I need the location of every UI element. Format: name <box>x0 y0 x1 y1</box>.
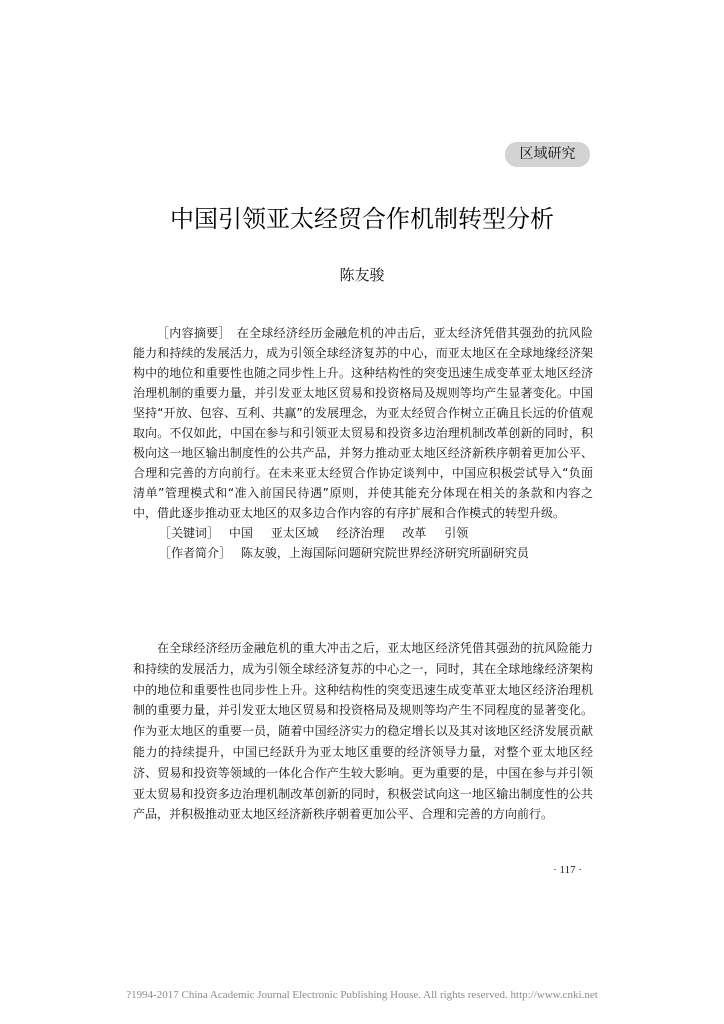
abstract-label: ［内容摘要］ <box>157 326 231 340</box>
body-paragraph: 在全球经济经历金融危机的重大冲击之后，亚太地区经济凭借其强劲的抗风险能力和持续的发展活力，成为引领全球经济复苏的中心之一，同时，其在全球地缘经济架构中的地位和重要性也同步性上升。这种结构性的突变迅速生成变革亚太地区经济治理机制的重要力量，并引发亚太地区贸易和投资格局及规则等均产生不同程度的显著变化。作为亚太地区的重要一员，随着中国经济实力的稳定增长以及其对该地区经济发展贡献能力的持续提升，中国已经跃升为亚太地区重要的经济领导力量，对整个亚太地区经济、贸易和投资等领域的一体化合作产生较大影响。更为重要的是，中国在参与并引领亚太贸易和投资多边治理机制改革创新的同时，积极尝试向这一地区输出制度性的公共产品，并积极推动亚太地区经济新秩序朝着更加公平、合理和完善的方向前行。 <box>133 641 593 822</box>
copyright-footer: ?1994-2017 China Academic Journal Electronic Publishing House. All rights reserved. http://www.cnki.net <box>126 989 598 1001</box>
keywords-line <box>133 523 593 543</box>
keyword: 亚太区域 <box>270 526 319 540</box>
keyword: 中国 <box>228 526 253 540</box>
keyword: 改革 <box>402 526 427 540</box>
abstract-text: 在全球经济经历金融危机的冲击后，亚太经济凭借其强劲的抗风险能力和持续的发展活力，成为引领全球经济复苏的中心，而亚太地区在全球地缘经济架构中的地位和重要性也随之同步性上升。这种结构性的突变迅速生成变革亚太地区经济治理机制的重要力量，并引发亚太地区贸易和投资格局及规则等均产生显著变化。中国坚持“开放、包容、互利、共赢”的发展理念，为亚太经贸合作树立正确且长远的价值观取向。不仅如此，中国在参与和引领亚太贸易和投资多边治理机制改革创新的同时，积极向这一地区输出制度性的公共产品，并努力推动亚太地区经济新秩序朝着更加公平、合理和完善的方向前行。在未来亚太经贸合作协定谈判中，中国应积极尝试导入“负面清单”管理模式和“准入前国民待遇”原则，并使其能充分体现在相关的条款和内容之中，借此逐步推动亚太地区的双多边合作内容的有序扩展和合作模式的转型升级。 <box>133 326 593 520</box>
keyword: 经济治理 <box>336 526 385 540</box>
keyword: 引领 <box>444 526 469 540</box>
section-tag: 区域研究 <box>505 142 590 167</box>
page-number: · 117 · <box>553 864 582 876</box>
keywords-label: ［关键词］ <box>159 526 220 540</box>
article-title: 中国引领亚太经贸合作机制转型分析 <box>170 205 554 233</box>
abstract-paragraph <box>133 323 593 523</box>
author-info-line <box>133 543 593 563</box>
article-author: 陈友骏 <box>339 266 385 284</box>
abstract-block <box>133 323 593 563</box>
author-info-text: 陈友骏，上海国际问题研究院世界经济研究所副研究员 <box>240 546 529 560</box>
author-info-label: ［作者简介］ <box>159 546 232 560</box>
